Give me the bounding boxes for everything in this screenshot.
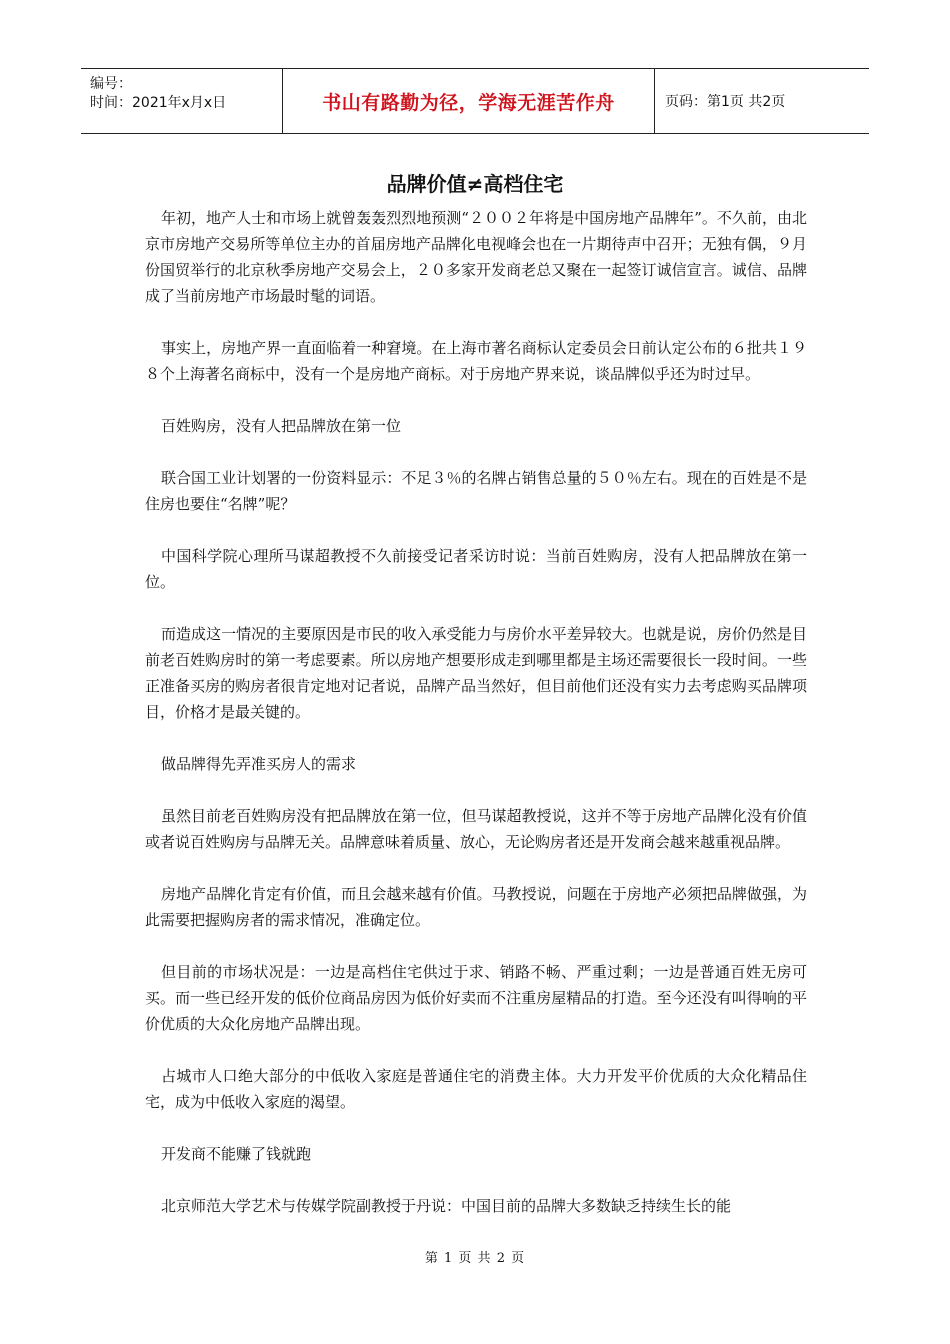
paragraph: 虽然目前老百姓购房没有把品牌放在第一位，但马谋超教授说，这并不等于房地产品牌化没有价值或者说百姓购房与品牌无关。品牌意味着质量、放心，无论购房者还是开发商会越来越重视品牌。 [145, 807, 807, 851]
header-page-cell [655, 69, 869, 133]
paragraph: 北京师范大学艺术与传媒学院副教授于丹说：中国目前的品牌大多数缺乏持续生长的能 [161, 1197, 732, 1215]
document-header [81, 68, 869, 134]
paragraph: 年初，地产人士和市场上就曾轰轰烈烈地预测“２００２年将是中国房地产品牌年”。不久前，由北京市房地产交易所等单位主办的首届房地产品牌化电视峰会也在一片期待声中召开；无独有偶，９月份国贸举行的北京秋季房地产交易会上，２０多家开发商老总又聚在一起签订诚信宣言。诚信、品牌成了当前房地产市场最时髦的词语。 [145, 209, 807, 305]
section-heading: 开发商不能赚了钱就跑 [161, 1145, 312, 1163]
paragraph: 但目前的市场状况是：一边是高档住宅供过于求、销路不畅、严重过剩；一边是普通百姓无房可买。而一些已经开发的低价位商品房因为低价好卖而不注重房屋精品的打造。至今还没有叫得响的平价优质的大众化房地产品牌出现。 [145, 963, 807, 1033]
page-footer: 第 1 页 共 2 页 [424, 1251, 526, 1266]
paragraph: 占城市人口绝大部分的中低收入家庭是普通住宅的消费主体。大力开发平价优质的大众化精品住宅，成为中低收入家庭的渴望。 [145, 1067, 807, 1111]
header-motto-cell [282, 69, 655, 133]
paragraph: 联合国工业计划署的一份资料显示：不足３％的名牌占销售总量的５０％左右。现在的百姓是不是住房也要住“名牌”呢？ [145, 469, 807, 513]
document-number-label: 编号： [90, 76, 132, 92]
paragraph: 而造成这一情况的主要原因是市民的收入承受能力与房价水平差异较大。也就是说，房价仍然是目前老百姓购房时的第一考虑要素。所以房地产想要形成走到哪里都是主场还需要很长一段时间。一些正准备买房的购房者很肯定地对记者说，品牌产品当然好，但目前他们还没有实力去考虑购买品牌项目，价格才是最关键的。 [145, 625, 807, 721]
section-heading: 百姓购房，没有人把品牌放在第一位 [161, 417, 402, 435]
paragraph: 事实上，房地产界一直面临着一种窘境。在上海市著名商标认定委员会日前认定公布的６批共１９８个上海著名商标中，没有一个是房地产商标。对于房地产界来说，谈品牌似乎还为时过早。 [145, 339, 807, 383]
header-meta-cell [81, 69, 282, 133]
document-title: 品牌价值≠高档住宅 [386, 172, 564, 196]
header-page-info: 页码：第1页 共2页 [665, 94, 786, 110]
section-heading: 做品牌得先弄准买房人的需求 [161, 755, 357, 773]
paragraph: 中国科学院心理所马谋超教授不久前接受记者采访时说：当前百姓购房，没有人把品牌放在第一位。 [145, 547, 807, 591]
document-body [145, 205, 807, 1245]
document-time-label: 时间：2021年x月x日 [90, 95, 227, 111]
paragraph: 房地产品牌化肯定有价值，而且会越来越有价值。马教授说，问题在于房地产必须把品牌做强，为此需要把握购房者的需求情况，准确定位。 [145, 885, 807, 929]
header-motto: 书山有路勤为径，学海无涯苦作舟 [322, 91, 615, 114]
